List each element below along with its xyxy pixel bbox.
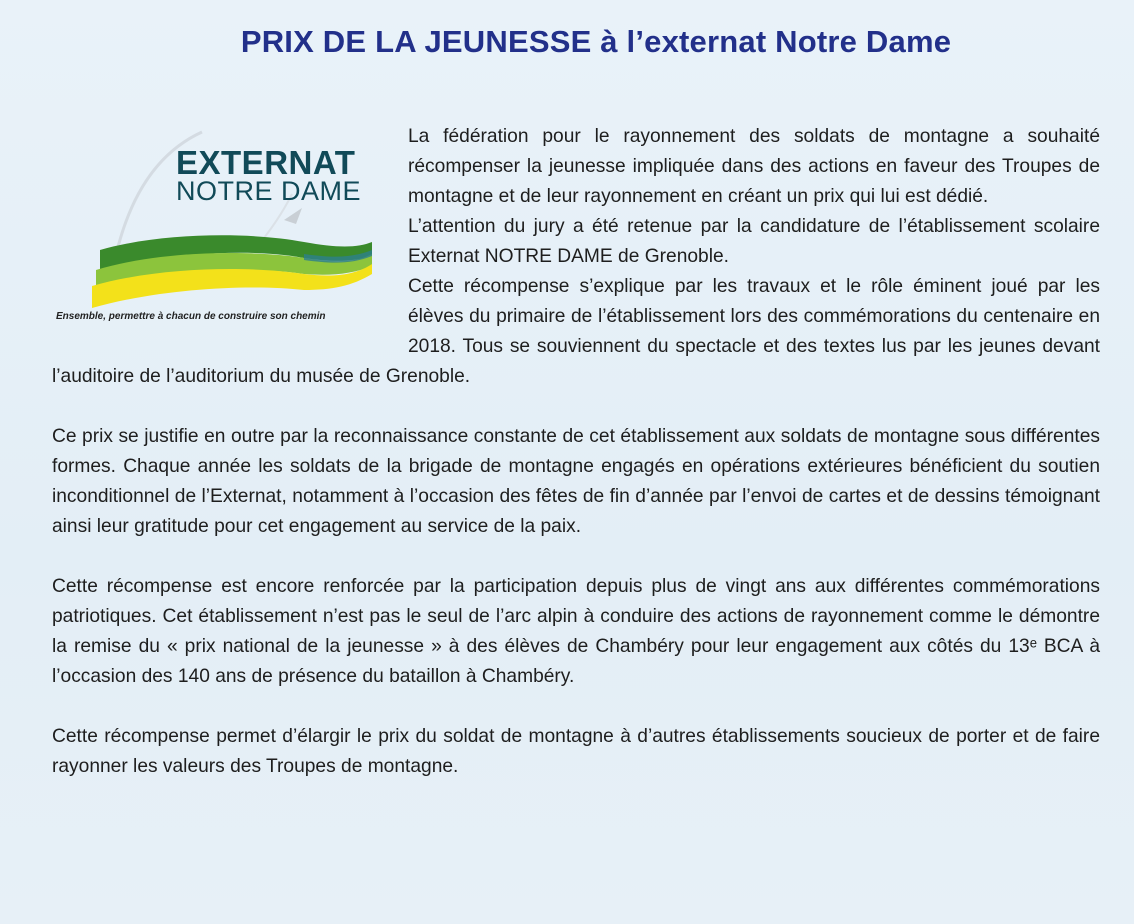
- logo-text-notre-dame: NOTRE DAME: [176, 176, 362, 206]
- paragraph-commemorations: Cette récompense est encore renforcée par la participation depuis plus de vingt ans aux différentes commémorations patriotiques. Cet établissement n’est pas le seul de l’arc alpin à conduire des actions de rayonnement comme le démontre la remise du « prix national de la jeunesse » à des élèves de Chambéry pour leur engagement aux côtés du 13ᵉ BCA à l’occasion des 140 ans de présence du bataillon à Chambéry.: [52, 576, 1100, 687]
- paragraph-recompense: Cette récompense s’explique par les travaux et le rôle éminent joué par les élèves du primaire de l’établissement lors des commémorations du centenaire en 2018. Tous se souviennent du spectacle et des textes lus par les jeunes devant l’auditoire de l’auditorium du musée de Grenoble.: [52, 276, 1100, 387]
- paragraph-reconnaissance: Ce prix se justifie en outre par la reconnaissance constante de cet établissement aux soldats de montagne sous différentes formes. Chaque année les soldats de la brigade de montagne engagés en opérations extérieures bénéficient du soutien inconditionnel de l’Externat, notamment à l’occasion des fêtes de fin d’année par l’envoi de cartes et de dessins témoignant ainsi leur gratitude pour cet engagement au service de la paix.: [52, 426, 1100, 537]
- intro-section: [52, 122, 1100, 392]
- externat-logo: [52, 124, 392, 354]
- paragraph-jury: L’attention du jury a été retenue par la candidature de l’établissement scolaire Externat NOTRE DAME de Grenoble.: [408, 216, 1100, 267]
- logo-tagline: Ensemble, permettre à chacun de construire son chemin: [56, 311, 326, 322]
- paragraph-federation: La fédération pour le rayonnement des soldats de montagne a souhaité récompenser la jeunesse impliquée dans des actions en faveur des Troupes de montagne et de leur rayonnement en créant un prix qui lui est dédié.: [408, 126, 1100, 207]
- document-title: PRIX DE LA JEUNESSE à l’externat Notre Dame: [240, 24, 952, 59]
- paragraph-conclusion: Cette récompense permet d’élargir le prix du soldat de montagne à d’autres établissements soucieux de porter et de faire rayonner les valeurs des Troupes de montagne.: [52, 726, 1100, 777]
- logo-text-externat: EXTERNAT: [176, 144, 356, 181]
